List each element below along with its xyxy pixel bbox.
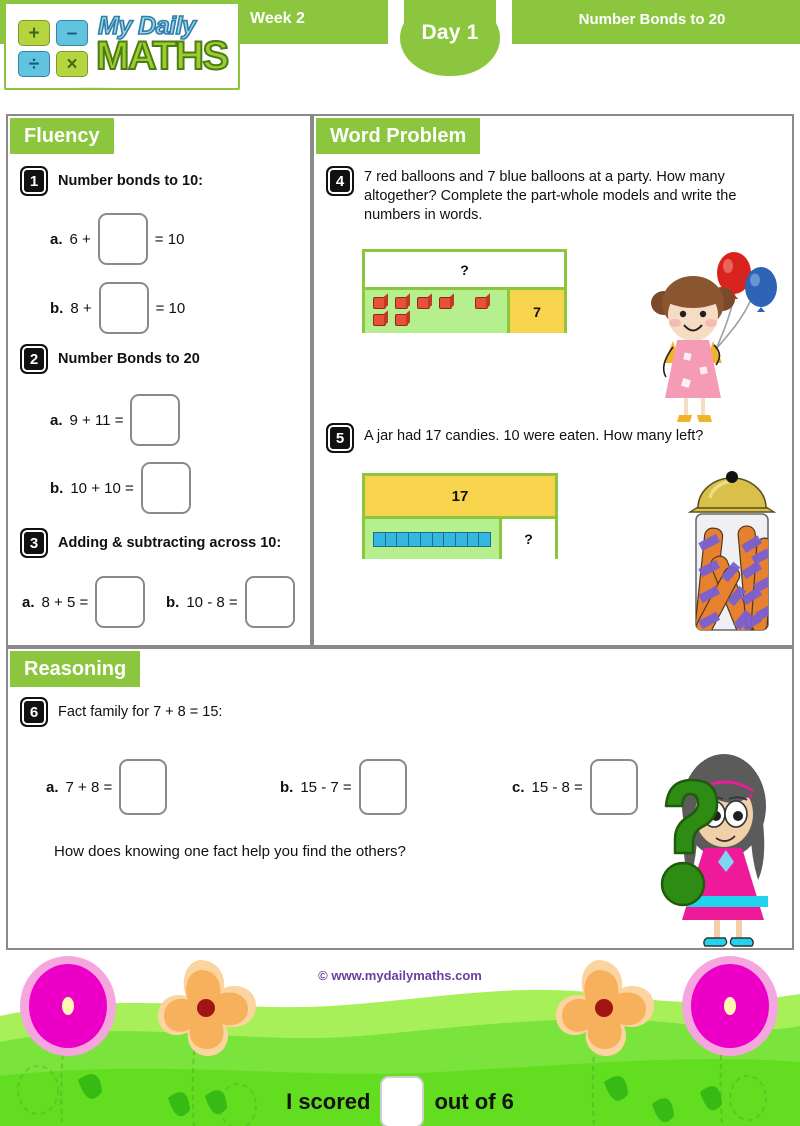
question-6b-label: b. [280,778,294,796]
day-label: Day 1 [421,21,479,44]
cube-icon [395,314,408,326]
question-3b-row [166,576,295,628]
question-1b-label: b. [50,299,64,317]
question-5-bar-model [362,473,558,559]
question-3-prompt: Adding & subtracting across 10: [58,535,282,551]
question-2 [20,344,200,374]
question-1b-row [50,282,185,334]
plus-glyph: + [28,22,40,44]
cube-icon [373,297,386,309]
logo-line1: My Daily [98,12,196,40]
question-6b-left: 15 - 7 = [300,778,352,796]
question-2b-left: 10 + 10 = [70,479,134,497]
question-1a-left: 6 + [69,230,91,248]
question-6b-row [280,759,407,815]
question-6-prompt: Fact family for 7 + 8 = 15: [58,704,223,720]
question-2a-label: a. [50,411,63,429]
cube-icon [417,297,430,309]
question-1-number: 1 [20,166,48,196]
q4-cube-group [365,290,507,333]
reasoning-panel [6,647,794,950]
question-6a-row [46,759,167,815]
minus-tile-icon [56,20,88,46]
girl-with-balloons-illustration [644,241,789,431]
fluency-panel [6,114,312,647]
question-2a-left: 9 + 11 = [69,411,124,429]
question-4 [326,166,781,225]
question-2a-row [50,394,180,446]
question-1 [20,166,203,196]
question-6a-label: a. [46,778,59,796]
question-3b-left: 10 - 8 = [186,593,238,611]
score-input-box[interactable] [380,1076,424,1126]
question-6b-answer-box[interactable] [359,759,407,815]
copyright-line [0,968,800,983]
question-4-number: 4 [326,166,354,196]
ten-rod-icon [373,532,491,547]
question-1b-answer-box[interactable] [99,282,149,334]
question-2b-answer-box[interactable] [141,462,191,514]
question-3b-answer-box[interactable] [245,576,295,628]
cube-icon [373,314,386,326]
logo-swoosh [6,74,240,90]
question-1a-right: = 10 [154,230,185,248]
question-1a-answer-box[interactable] [98,213,148,265]
topic-label: Number Bonds to 20 [578,11,726,28]
question-1-prompt: Number bonds to 10: [58,173,204,189]
week-label: Week 2 [250,10,305,27]
candy-jar-illustration [680,468,784,643]
question-3a-row [22,576,145,628]
question-3 [20,528,281,558]
page-header [0,0,800,92]
cube-icon [475,297,488,309]
divide-glyph: ÷ [28,53,40,75]
score-suffix: out of 6 [434,1089,514,1114]
operator-tiles [18,20,92,78]
question-5 [326,423,776,453]
question-2a-answer-box[interactable] [130,394,180,446]
question-6-followup: How does knowing one fact help you find the others? [54,843,406,860]
question-6c-label: c. [512,778,525,796]
cube-icon [395,297,408,309]
question-4-bar-model [362,249,567,333]
score-row [0,1076,800,1126]
minus-glyph: – [66,22,78,44]
question-1b-left: 8 + [70,299,92,317]
question-4-text: 7 red balloons and 7 blue balloons at a party. How many altogether? Complete the part-whole models and write the numbers in words. [364,169,737,223]
fluency-title: Fluency [24,124,100,147]
question-6-number: 6 [20,697,48,727]
logo-line2: MATHS [96,34,228,78]
question-2-prompt: Number Bonds to 20 [58,351,200,367]
question-5-number: 5 [326,423,354,453]
q4-parts-row [365,287,564,333]
q5-part-unknown-cell: ? [499,519,555,559]
cube-icon [439,297,452,309]
q5-whole-row [365,476,555,516]
word-problem-title: Word Problem [330,124,467,147]
q4-part-value-cell: 7 [507,290,564,333]
multiply-glyph: × [66,53,78,75]
question-6 [20,697,222,727]
q4-whole-cell: ? [365,252,564,287]
q4-whole-row [365,252,564,287]
q5-part-rod-cell [365,519,499,559]
question-6c-left: 15 - 8 = [531,778,583,796]
question-3-number: 3 [20,528,48,558]
question-3b-label: b. [166,593,180,611]
question-1a-row [50,213,184,265]
page-footer [0,950,800,1126]
question-6c-row [512,759,638,815]
question-6c-answer-box[interactable] [590,759,638,815]
plus-tile-icon [18,20,50,46]
website-url: www.mydailymaths.com [331,968,482,983]
question-6a-left: 7 + 8 = [65,778,113,796]
question-1a-label: a. [50,230,63,248]
panels-area [6,114,794,950]
question-5-text: A jar had 17 candies. 10 were eaten. How many left? [364,428,704,444]
question-2b-label: b. [50,479,64,497]
reasoning-section-tab [10,651,140,687]
reasoning-title: Reasoning [24,657,127,680]
word-problem-section-tab [316,118,480,154]
question-2b-row [50,462,191,514]
fluency-section-tab [10,118,114,154]
question-1b-right: = 10 [155,299,186,317]
word-problem-panel [312,114,794,647]
day-badge [400,0,500,76]
question-3a-label: a. [22,593,35,611]
q5-parts-row [365,516,555,559]
q5-whole-cell: 17 [365,476,555,516]
question-6a-answer-box[interactable] [119,759,167,815]
q4-part-cubes-cell [365,290,507,333]
score-prefix: I scored [286,1089,371,1114]
brand-logo [4,2,240,90]
copyright-icon: © [318,968,328,983]
question-3a-left: 8 + 5 = [41,593,89,611]
girl-with-question-mark-illustration [652,744,782,954]
question-2-number: 2 [20,344,48,374]
question-3a-answer-box[interactable] [95,576,145,628]
